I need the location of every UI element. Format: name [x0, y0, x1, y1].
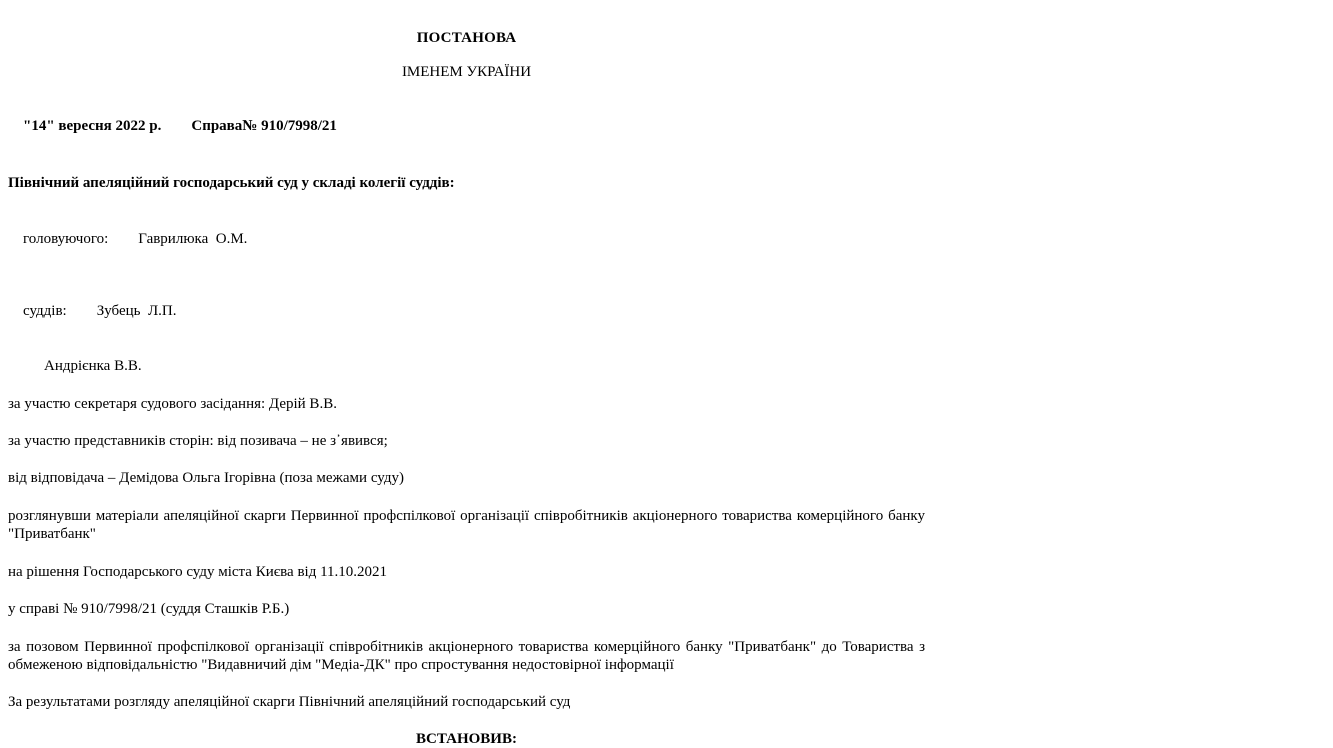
- spacer: [67, 303, 97, 319]
- document-subtitle: ІМЕНЕМ УКРАЇНИ: [401, 64, 532, 80]
- established-heading: ВСТАНОВИВ:: [416, 731, 517, 748]
- case-number-line: у справі № 910/7998/21 (суддя Сташків Р.Б.): [8, 600, 290, 617]
- respondent-line: від відповідача – Демідова Ольга Ігорівна (поза межами суду): [8, 470, 404, 486]
- document-date: "14" вересня 2022 р.: [23, 118, 162, 134]
- secretary-line: за участю секретаря судового засідання: Дерій В.В.: [8, 396, 337, 412]
- presiding-judge-row: [8, 214, 925, 265]
- judge-one-name: Зубець Л.П.: [96, 303, 177, 319]
- appeal-result-line: За результатами розгляду апеляційної скарги Північний апеляційний господарський суд: [8, 694, 571, 711]
- judge-two-row: Андрієнка В.В.: [44, 358, 142, 374]
- document-title: ПОСТАНОВА: [416, 30, 517, 46]
- case-number: Справа№ 910/7998/21: [191, 118, 337, 134]
- spacer: [108, 231, 138, 247]
- presiding-judge-name: Гаврилюка О.М.: [138, 231, 248, 247]
- representatives-line: за участю представників сторін: від позивача – не з᾿явився;: [8, 433, 388, 449]
- court-composition: Північний апеляційний господарський суд у складі колегії суддів:: [8, 175, 455, 191]
- presiding-judge-label: головуючого:: [23, 231, 109, 247]
- date-and-case-line: [8, 101, 925, 152]
- considered-materials-paragraph: розглянувши матеріали апеляційної скарги Первинної профспілкової організації співробітників акціонерного товариства комерційного банку "Приватбанк": [8, 508, 925, 543]
- appealed-decision-line: на рішення Господарського суду міста Києва від 11.10.2021: [8, 563, 388, 580]
- claim-paragraph: за позовом Первинної профспілкової організації співробітників акціонерного товариства комерційного банку "Приватбанк" до Товариства з обмеженою відповідальністю "Видавничий дім "Медіа-ДК" про спростування недостовірної інформації: [8, 638, 925, 673]
- spacer: [161, 118, 191, 134]
- judges-row: [8, 286, 925, 337]
- judges-label: суддів:: [23, 303, 67, 319]
